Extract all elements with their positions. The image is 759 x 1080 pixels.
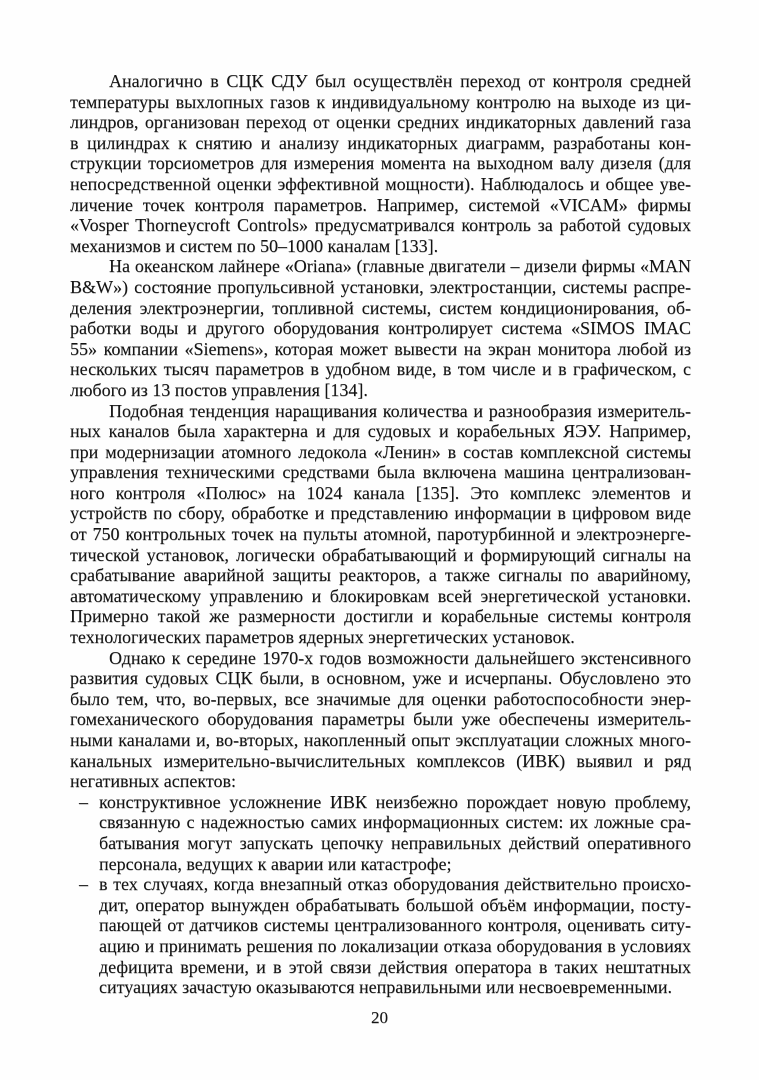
text-line: автоматическому управлению и блокировкам всей энергетической установки. xyxy=(70,585,691,606)
bullet-item xyxy=(70,874,691,998)
text-line: батывания могут запускать цепочку неправильных действий оперативного xyxy=(99,832,691,853)
text-line: «Vosper Thorneycroft Controls» предусматривался контроль за работой судовых xyxy=(70,215,691,236)
paragraph xyxy=(70,256,691,400)
text-line: любого из 13 постов управления [134]. xyxy=(70,379,368,400)
text-line: канальных измерительно-вычислительных комплексов (ИВК) выявил и ряд xyxy=(70,750,691,771)
text-line: струкции торсиометров для измерения момента на выходном валу дизеля (для xyxy=(70,153,691,174)
text-line: ситуациях зачастую оказываются неправильными или несвоевременными. xyxy=(99,977,672,998)
paragraph xyxy=(70,401,691,648)
text-line: 55» компании «Siemens», которая может вывести на экран монитора любой из xyxy=(70,338,691,359)
text-line: дит, оператор вынужден обрабатывать большой объём информации, посту- xyxy=(99,894,691,915)
text-line: работки воды и другого оборудования контролирует система «SIMOS IMAC xyxy=(70,318,691,339)
page-number: 20 xyxy=(371,1008,388,1027)
text-line: Примерно такой же размерности достигли и корабельные системы контроля xyxy=(70,606,691,627)
paragraph xyxy=(70,71,691,256)
text-line: было тем, что, во-первых, все значимые для оценки работоспособности энер- xyxy=(70,688,691,709)
bullet-dash-icon: – xyxy=(79,791,88,812)
text-line: механизмов и систем по 50–1000 каналам [133]. xyxy=(70,235,439,256)
text-line: ными каналами и, во-вторых, накопленный опыт эксплуатации сложных много- xyxy=(70,730,691,750)
bullet-dash-icon: – xyxy=(79,874,88,895)
text-line: негативных аспектов: xyxy=(70,771,236,792)
text-line: пающей от датчиков системы централизованного контроля, оценивать ситу- xyxy=(99,915,691,936)
text-line: ного контроля «Полюс» на 1024 канала [135]. Это комплекс элементов и xyxy=(70,482,691,503)
text-line: в тех случаях, когда внезапный отказ оборудования действительно происхо- xyxy=(99,874,691,895)
text-line: линдров, организован переход от оценки средних индикаторных давлений газа xyxy=(70,112,691,133)
text-line: непосредственной оценки эффективной мощности). Наблюдалось и общее уве- xyxy=(70,173,691,194)
text-line: от 750 контрольных точек на пульты атомной, паротурбинной и электроэнерге- xyxy=(70,524,691,545)
text-line: личение точек контроля параметров. Например, системой «VICAM» фирмы xyxy=(70,194,691,215)
text-line: нескольких тысяч параметров в удобном виде, в том числе и в графическом, с xyxy=(70,359,691,380)
text-line: На океанском лайнере «Oriana» (главные двигатели – дизели фирмы «MAN xyxy=(109,256,691,277)
text-line: гомеханического оборудования параметры были уже обеспечены измеритель- xyxy=(70,709,691,730)
text-line: при модернизации атомного ледокола «Ленин» в состав комплексной системы xyxy=(70,441,691,462)
text-line: деления электроэнергии, топливной системы, систем кондиционирования, об- xyxy=(70,297,691,318)
bullet-item xyxy=(70,792,691,874)
text-line: в цилиндрах к снятию и анализу индикаторных диаграмм, разработаны кон- xyxy=(70,132,691,153)
text-line: Однако к середине 1970-х годов возможности дальнейшего экстенсивного xyxy=(109,647,691,668)
text-line: конструктивное усложнение ИВК неизбежно порождает новую проблему, xyxy=(99,791,691,812)
text-line: технологических параметров ядерных энергетических установок. xyxy=(70,627,575,648)
text-line: B&W») состояние пропульсивной установки, электростанции, системы распре- xyxy=(70,276,691,297)
text-line: Аналогично в СЦК СДУ был осуществлён переход от контроля средней xyxy=(109,71,691,91)
text-line: ацию и принимать решения по локализации отказа оборудования в условиях xyxy=(99,935,691,956)
text-line: ных каналов была характерна и для судовых и корабельных ЯЭУ. Например, xyxy=(70,421,691,442)
text-line: персонала, ведущих к аварии или катастрофе; xyxy=(99,853,452,874)
text-line: устройств по сбору, обработке и представлению информации в цифровом виде xyxy=(70,503,691,524)
paragraph xyxy=(70,648,691,792)
text-line: управления техническими средствами была включена машина централизован- xyxy=(70,462,691,483)
text-line: срабатывание аварийной защиты реакторов, а также сигналы по аварийному, xyxy=(70,565,691,586)
text-line: тической установок, логически обрабатывающий и формирующий сигналы на xyxy=(70,544,691,565)
text-block xyxy=(70,71,691,998)
text-line: Подобная тенденция наращивания количества и разнообразия измеритель- xyxy=(109,400,691,421)
text-line: температуры выхлопных газов к индивидуальному контролю на выходе из ци- xyxy=(70,91,691,112)
text-line: развития судовых СЦК были, в основном, уже и исчерпаны. Обусловлено это xyxy=(70,668,691,689)
text-line: связанную с надежностью самих информационных систем: их ложные сра- xyxy=(99,812,691,833)
text-line: дефицита времени, и в этой связи действия оператора в таких нештатных xyxy=(99,956,691,977)
